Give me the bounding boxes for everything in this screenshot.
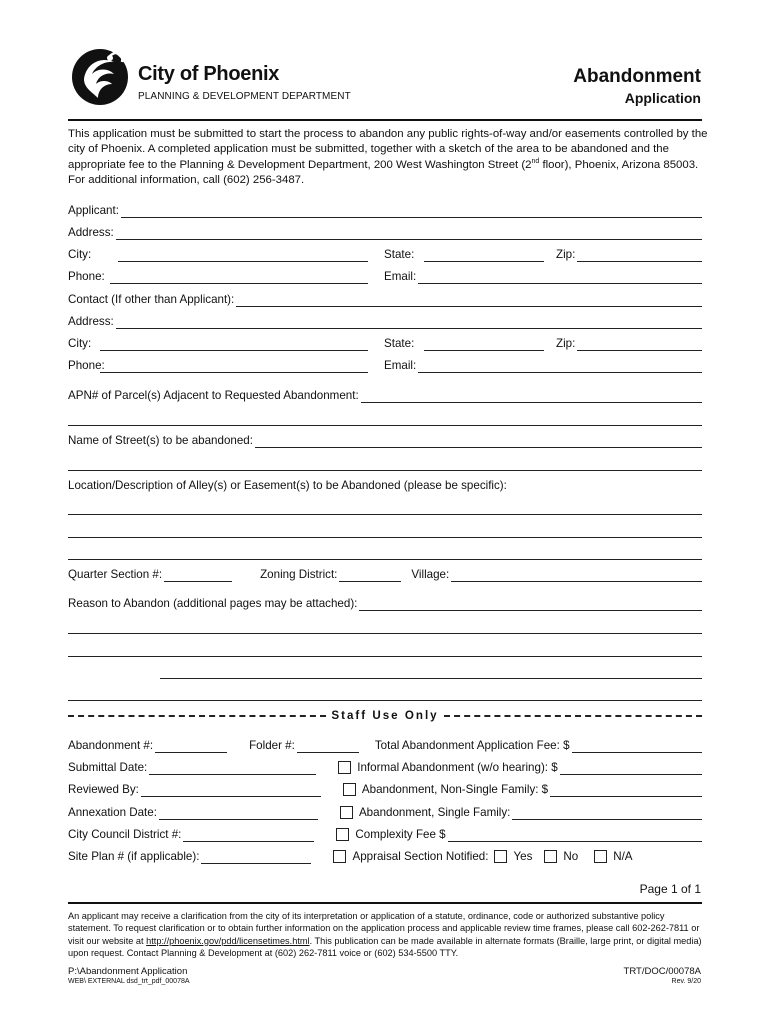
city-label: City: (68, 248, 92, 261)
reviewed-by-label: Reviewed By: (68, 783, 139, 796)
location-row (68, 477, 702, 493)
street-line-2[interactable] (68, 469, 702, 471)
location-label: Location/Description of Alley(s) or Easement(s) to be Abandoned (please be specific): (68, 479, 507, 492)
street-label: Name of Street(s) to be abandoned: (68, 434, 253, 447)
city-state-zip-row (68, 246, 702, 262)
staff-use-heading: Staff Use Only (331, 709, 439, 722)
zip-label: Zip: (556, 248, 576, 261)
village-field[interactable] (451, 569, 702, 582)
abandonment-number-field[interactable] (155, 740, 227, 753)
appraisal-na-checkbox[interactable] (594, 850, 607, 863)
header-divider (68, 119, 702, 121)
reason-label: Reason to Abandon (additional pages may be attached): (68, 597, 358, 610)
contact-label: Contact (If other than Applicant): (68, 293, 235, 306)
submittal-date-field[interactable] (149, 762, 316, 775)
complexity-fee-field[interactable] (448, 829, 702, 842)
council-district-label: City Council District #: (68, 828, 182, 841)
submittal-date-label: Submittal Date: (68, 761, 148, 774)
licensetimes-link[interactable]: http://phoenix.gov/pdd/licensetimes.html (146, 935, 310, 946)
village-label: Village: (411, 568, 450, 581)
annexation-date-field[interactable] (159, 807, 318, 820)
contact-phone-label: Phone: (68, 359, 105, 372)
reason-line-4[interactable] (160, 677, 702, 679)
location-line-1[interactable] (68, 513, 702, 515)
disclaimer-text: An applicant may receive a clarification from the city of its interpretation or application of a statute, ordinance, code or authorized substantive policy statement. To request clarification or to obtain further information on the application process and applicable review time frames, please call 602-262-7811 or visit our website at (68, 911, 700, 946)
intro-text: This application must be submitted to start the process to abandon any public rights-of-way and/or easements controlled by the city of Phoenix. A completed application must be submitted, together with a sketch of the area to be abandoned and the appropriate fee to the Planning & Development Department, 200 West Washington Street (2 (68, 128, 708, 171)
quarter-zoning-village-row (68, 566, 702, 582)
appraisal-no-label: No (563, 850, 579, 863)
apn-row (68, 387, 702, 403)
annexation-date-label: Annexation Date: (68, 806, 157, 819)
email-label: Email: (384, 270, 417, 283)
complexity-fee-label: Complexity Fee $ (355, 828, 446, 841)
address-label: Address: (68, 226, 114, 239)
council-district-field[interactable] (183, 829, 314, 842)
intro-superscript: nd (531, 158, 540, 166)
page-number: Page 1 of 1 (639, 882, 701, 896)
quarter-section-label: Quarter Section #: (68, 568, 163, 581)
web-path: WEB\ EXTERNAL dsd_trt_pdf_00078A (68, 978, 190, 985)
reviewed-by-field[interactable] (141, 784, 321, 797)
contact-city-field[interactable] (100, 338, 368, 351)
state-field[interactable] (424, 249, 544, 262)
contact-city-label: City: (68, 337, 92, 350)
staff-row-4 (68, 804, 702, 820)
non-single-family-field[interactable] (550, 784, 702, 797)
location-line-3[interactable] (68, 558, 702, 560)
intro-paragraph (68, 127, 708, 189)
contact-row (68, 291, 702, 307)
appraisal-no-checkbox[interactable] (544, 850, 557, 863)
intro-text-end: floor), Phoenix, Arizona 85003. For additional information, call (602) 256-3487. (68, 158, 699, 187)
doc-code: TRT/DOC/00078A (623, 966, 701, 977)
appraisal-notified-label: Appraisal Section Notified: (352, 850, 489, 863)
reason-field[interactable] (359, 598, 702, 611)
reason-line-5[interactable] (68, 699, 702, 701)
reason-line-2[interactable] (68, 632, 702, 634)
footer-divider (68, 902, 702, 904)
phoenix-bird-logo-icon (70, 46, 130, 106)
contact-state-field[interactable] (424, 338, 544, 351)
site-plan-field[interactable] (201, 851, 311, 864)
single-family-label: Abandonment, Single Family: (358, 806, 511, 819)
staff-row-2 (68, 759, 702, 775)
location-line-2[interactable] (68, 536, 702, 538)
contact-email-label: Email: (384, 359, 417, 372)
staff-use-divider (68, 709, 702, 722)
zoning-district-field[interactable] (339, 569, 401, 582)
single-family-checkbox[interactable] (340, 806, 353, 819)
phone-label: Phone: (68, 270, 105, 283)
revision: Rev. 9/20 (671, 978, 701, 985)
appraisal-na-label: N/A (613, 850, 633, 863)
appraisal-yes-label: Yes (513, 850, 533, 863)
email-field[interactable] (418, 271, 702, 284)
complexity-fee-checkbox[interactable] (336, 828, 349, 841)
staff-row-1 (68, 737, 702, 753)
disclaimer-text-end: . This publication can be made available in alternate formats (Braille, large print, or digital media) upon request. Contact Planning & Development at (602) 262-7811 voice or (602) 534-5500 TTY. (68, 935, 702, 958)
folder-number-label: Folder #: (249, 739, 295, 752)
total-fee-field[interactable] (572, 740, 702, 753)
state-label: State: (384, 248, 415, 261)
street-field[interactable] (255, 435, 702, 448)
single-family-field[interactable] (512, 807, 702, 820)
informal-abandonment-checkbox[interactable] (338, 761, 351, 774)
apn-line-2[interactable] (68, 424, 702, 426)
applicant-field[interactable] (121, 205, 702, 218)
folder-number-field[interactable] (297, 740, 359, 753)
contact-zip-label: Zip: (556, 337, 576, 350)
staff-row-5 (68, 826, 702, 842)
phone-field[interactable] (110, 271, 368, 284)
street-row (68, 432, 702, 448)
doc-title: Abandonment (573, 66, 701, 87)
staff-row-6 (68, 848, 702, 864)
applicant-row (68, 202, 702, 218)
contact-phone-field[interactable] (100, 360, 368, 373)
total-fee-label: Total Abandonment Application Fee: $ (374, 739, 570, 752)
contact-phone-email-row (68, 357, 702, 373)
address-row (68, 224, 702, 240)
contact-state-label: State: (384, 337, 415, 350)
org-department: PLANNING & DEVELOPMENT DEPARTMENT (138, 91, 351, 102)
non-single-family-checkbox[interactable] (343, 783, 356, 796)
reason-line-3[interactable] (68, 655, 702, 657)
appraisal-notified-checkbox[interactable] (333, 850, 346, 863)
non-single-family-label: Abandonment, Non-Single Family: $ (361, 783, 549, 796)
file-path: P:\Abandonment Application (68, 966, 188, 977)
contact-address-field[interactable] (116, 316, 702, 329)
reason-row (68, 595, 702, 611)
apn-label: APN# of Parcel(s) Adjacent to Requested Abandonment: (68, 389, 359, 402)
org-name: City of Phoenix (138, 63, 280, 85)
address-field[interactable] (116, 227, 702, 240)
doc-subtitle: Application (624, 90, 701, 106)
quarter-section-field[interactable] (164, 569, 232, 582)
abandonment-number-label: Abandonment #: (68, 739, 154, 752)
staff-row-3 (68, 781, 702, 797)
zip-field[interactable] (577, 249, 702, 262)
contact-email-field[interactable] (418, 360, 702, 373)
contact-city-state-zip-row (68, 335, 702, 351)
informal-abandonment-label: Informal Abandonment (w/o hearing): $ (357, 761, 558, 774)
contact-address-label: Address: (68, 315, 114, 328)
city-field[interactable] (118, 249, 368, 262)
appraisal-yes-checkbox[interactable] (494, 850, 507, 863)
zoning-district-label: Zoning District: (260, 568, 338, 581)
disclaimer-paragraph (68, 910, 706, 959)
phone-email-row (68, 268, 702, 284)
informal-abandonment-field[interactable] (560, 762, 702, 775)
contact-field[interactable] (236, 294, 702, 307)
contact-zip-field[interactable] (577, 338, 702, 351)
site-plan-label: Site Plan # (if applicable): (68, 850, 200, 863)
applicant-label: Applicant: (68, 204, 119, 217)
contact-address-row (68, 313, 702, 329)
apn-field[interactable] (361, 390, 702, 403)
